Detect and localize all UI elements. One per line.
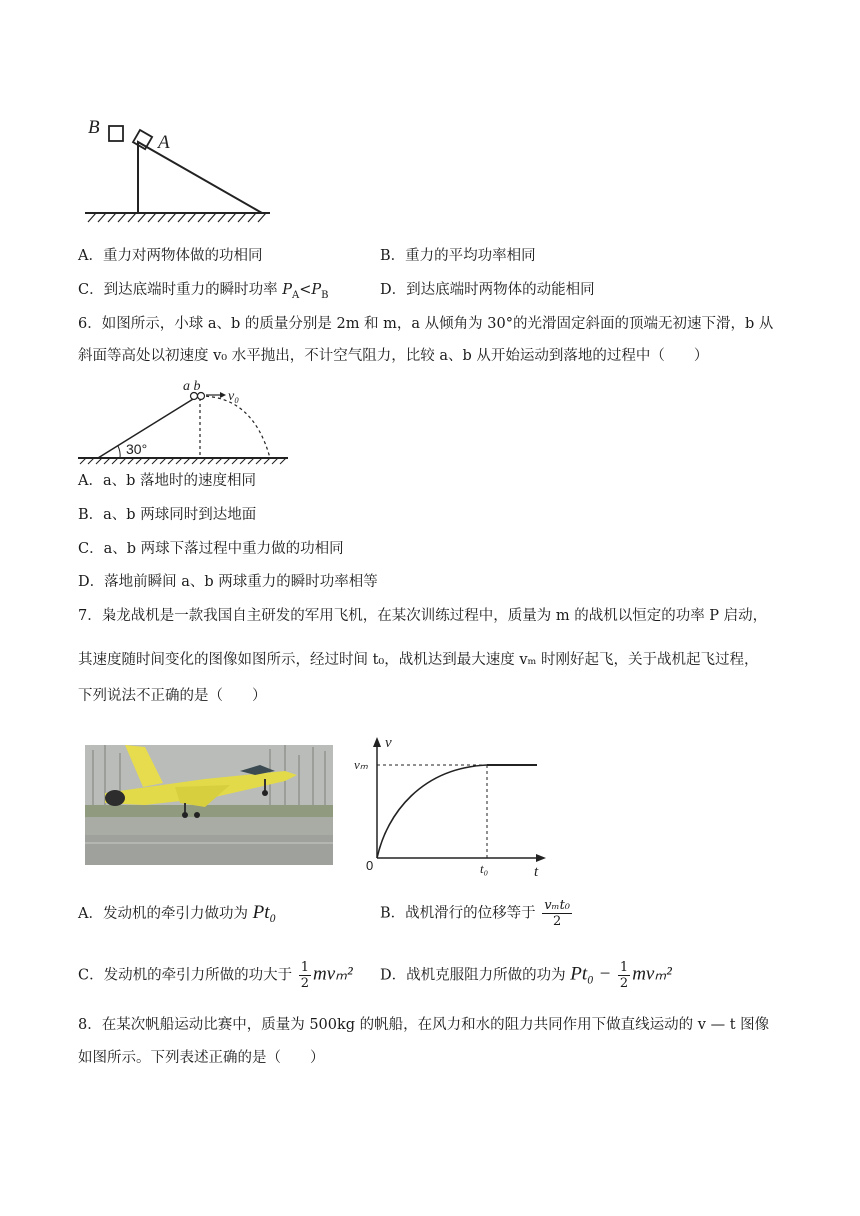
velocity-time-graph <box>352 733 552 878</box>
axis-t-label: t <box>534 864 539 878</box>
q5-option-d: D．到达底端时两物体的动能相同 <box>380 282 595 298</box>
q7-option-d-text: D．战机克服阻力所做的功为 <box>380 967 566 984</box>
q6-option-c: C．a、b 两球下落过程中重力做的功相同 <box>78 541 344 557</box>
q7-option-d <box>380 960 672 991</box>
q7-option-a <box>78 903 276 924</box>
q6-stem-line2: 斜面等高处以初速度 v₀ 水平抛出，不计空气阻力，比较 a、b 从开始运动到落地的过程中（ ） <box>78 348 709 364</box>
q5-sub-a: A <box>291 289 300 301</box>
velocity-curve <box>377 765 487 858</box>
incline-figure-q5 <box>80 110 280 225</box>
q5-lt: < <box>299 282 312 298</box>
q7-d-num: 1 <box>619 960 629 975</box>
q7-stem-line3: 下列说法不正确的是（ ） <box>78 688 267 704</box>
q7-option-a-expr: Pt₀ <box>252 902 277 923</box>
q8-stem-line1: 8．在某次帆船运动比赛中，质量为 500kg 的帆船，在风力和水的阻力共同作用下做直线运动的 v — t 图像 <box>78 1017 770 1033</box>
q7-b-den: 2 <box>553 914 562 929</box>
q5-power-b: P <box>311 282 322 298</box>
q7-option-c <box>78 960 353 991</box>
q7-b-num: vₘt₀ <box>544 898 571 913</box>
label-v0: v₀ <box>228 389 240 404</box>
q7-option-b-fraction <box>542 898 572 929</box>
incline-projectile-figure-q6 <box>78 378 293 468</box>
q7-option-b-text: B．战机滑行的位移等于 <box>380 905 536 922</box>
q7-option-d-expr1: Pt₀ − <box>570 963 612 985</box>
label-ab: a b <box>183 379 201 394</box>
t0-label: t₀ <box>480 861 489 876</box>
q7-option-a-text: A．发动机的牵引力做功为 <box>78 906 248 922</box>
q8-stem-line2: 如图所示。下列表述正确的是（ ） <box>78 1050 325 1066</box>
vm-label: vₘ <box>354 757 368 772</box>
q7-option-c-fraction <box>299 960 311 991</box>
q5-option-c <box>78 280 328 306</box>
q7-stem-line2: 其速度随时间变化的图像如图所示，经过时间 t₀，战机达到最大速度 vₘ 时刚好起飞，关于战机起飞过程， <box>78 652 759 668</box>
angle-label: 30° <box>126 441 148 457</box>
q5-option-b: B．重力的平均功率相同 <box>380 248 536 264</box>
label-b: B <box>88 117 100 138</box>
q5-sub-b: B <box>321 289 329 301</box>
q6-option-a: A．a、b 落地时的速度相同 <box>78 473 257 489</box>
q7-option-b <box>380 898 574 929</box>
q7-stem-line1: 7．枭龙战机是一款我国自主研发的军用飞机，在某次训练过程中，质量为 m 的战机以恒定的功率 P 启动， <box>78 608 768 624</box>
q7-option-c-expr: mvₘ² <box>312 963 353 985</box>
axis-v-label: v <box>385 735 392 751</box>
label-a: A <box>158 132 170 153</box>
q5-power-a: P <box>282 282 292 298</box>
q7-d-den: 2 <box>619 976 629 991</box>
q7-c-den: 2 <box>300 976 309 991</box>
q7-option-c-text: C．发动机的牵引力所做的功大于 <box>78 967 293 984</box>
q7-option-d-expr2: mvₘ² <box>632 963 672 985</box>
origin-label: 0 <box>366 858 374 873</box>
q6-option-b: B．a、b 两球同时到达地面 <box>78 507 257 523</box>
q6-stem-line1: 6．如图所示，小球 a、b 的质量分别是 2m 和 m，a 从倾角为 30°的光滑固定斜面的顶端无初速下滑，b 从 <box>78 316 774 332</box>
q7-c-num: 1 <box>300 960 309 975</box>
fighter-jet-photo <box>85 745 333 865</box>
q7-option-d-fraction <box>618 960 630 991</box>
q6-option-d: D．落地前瞬间 a、b 两球重力的瞬时功率相等 <box>78 574 378 590</box>
q5-option-a: A．重力对两物体做的功相同 <box>78 248 263 264</box>
q5-option-c-text: C．到达底端时重力的瞬时功率 <box>78 282 283 298</box>
